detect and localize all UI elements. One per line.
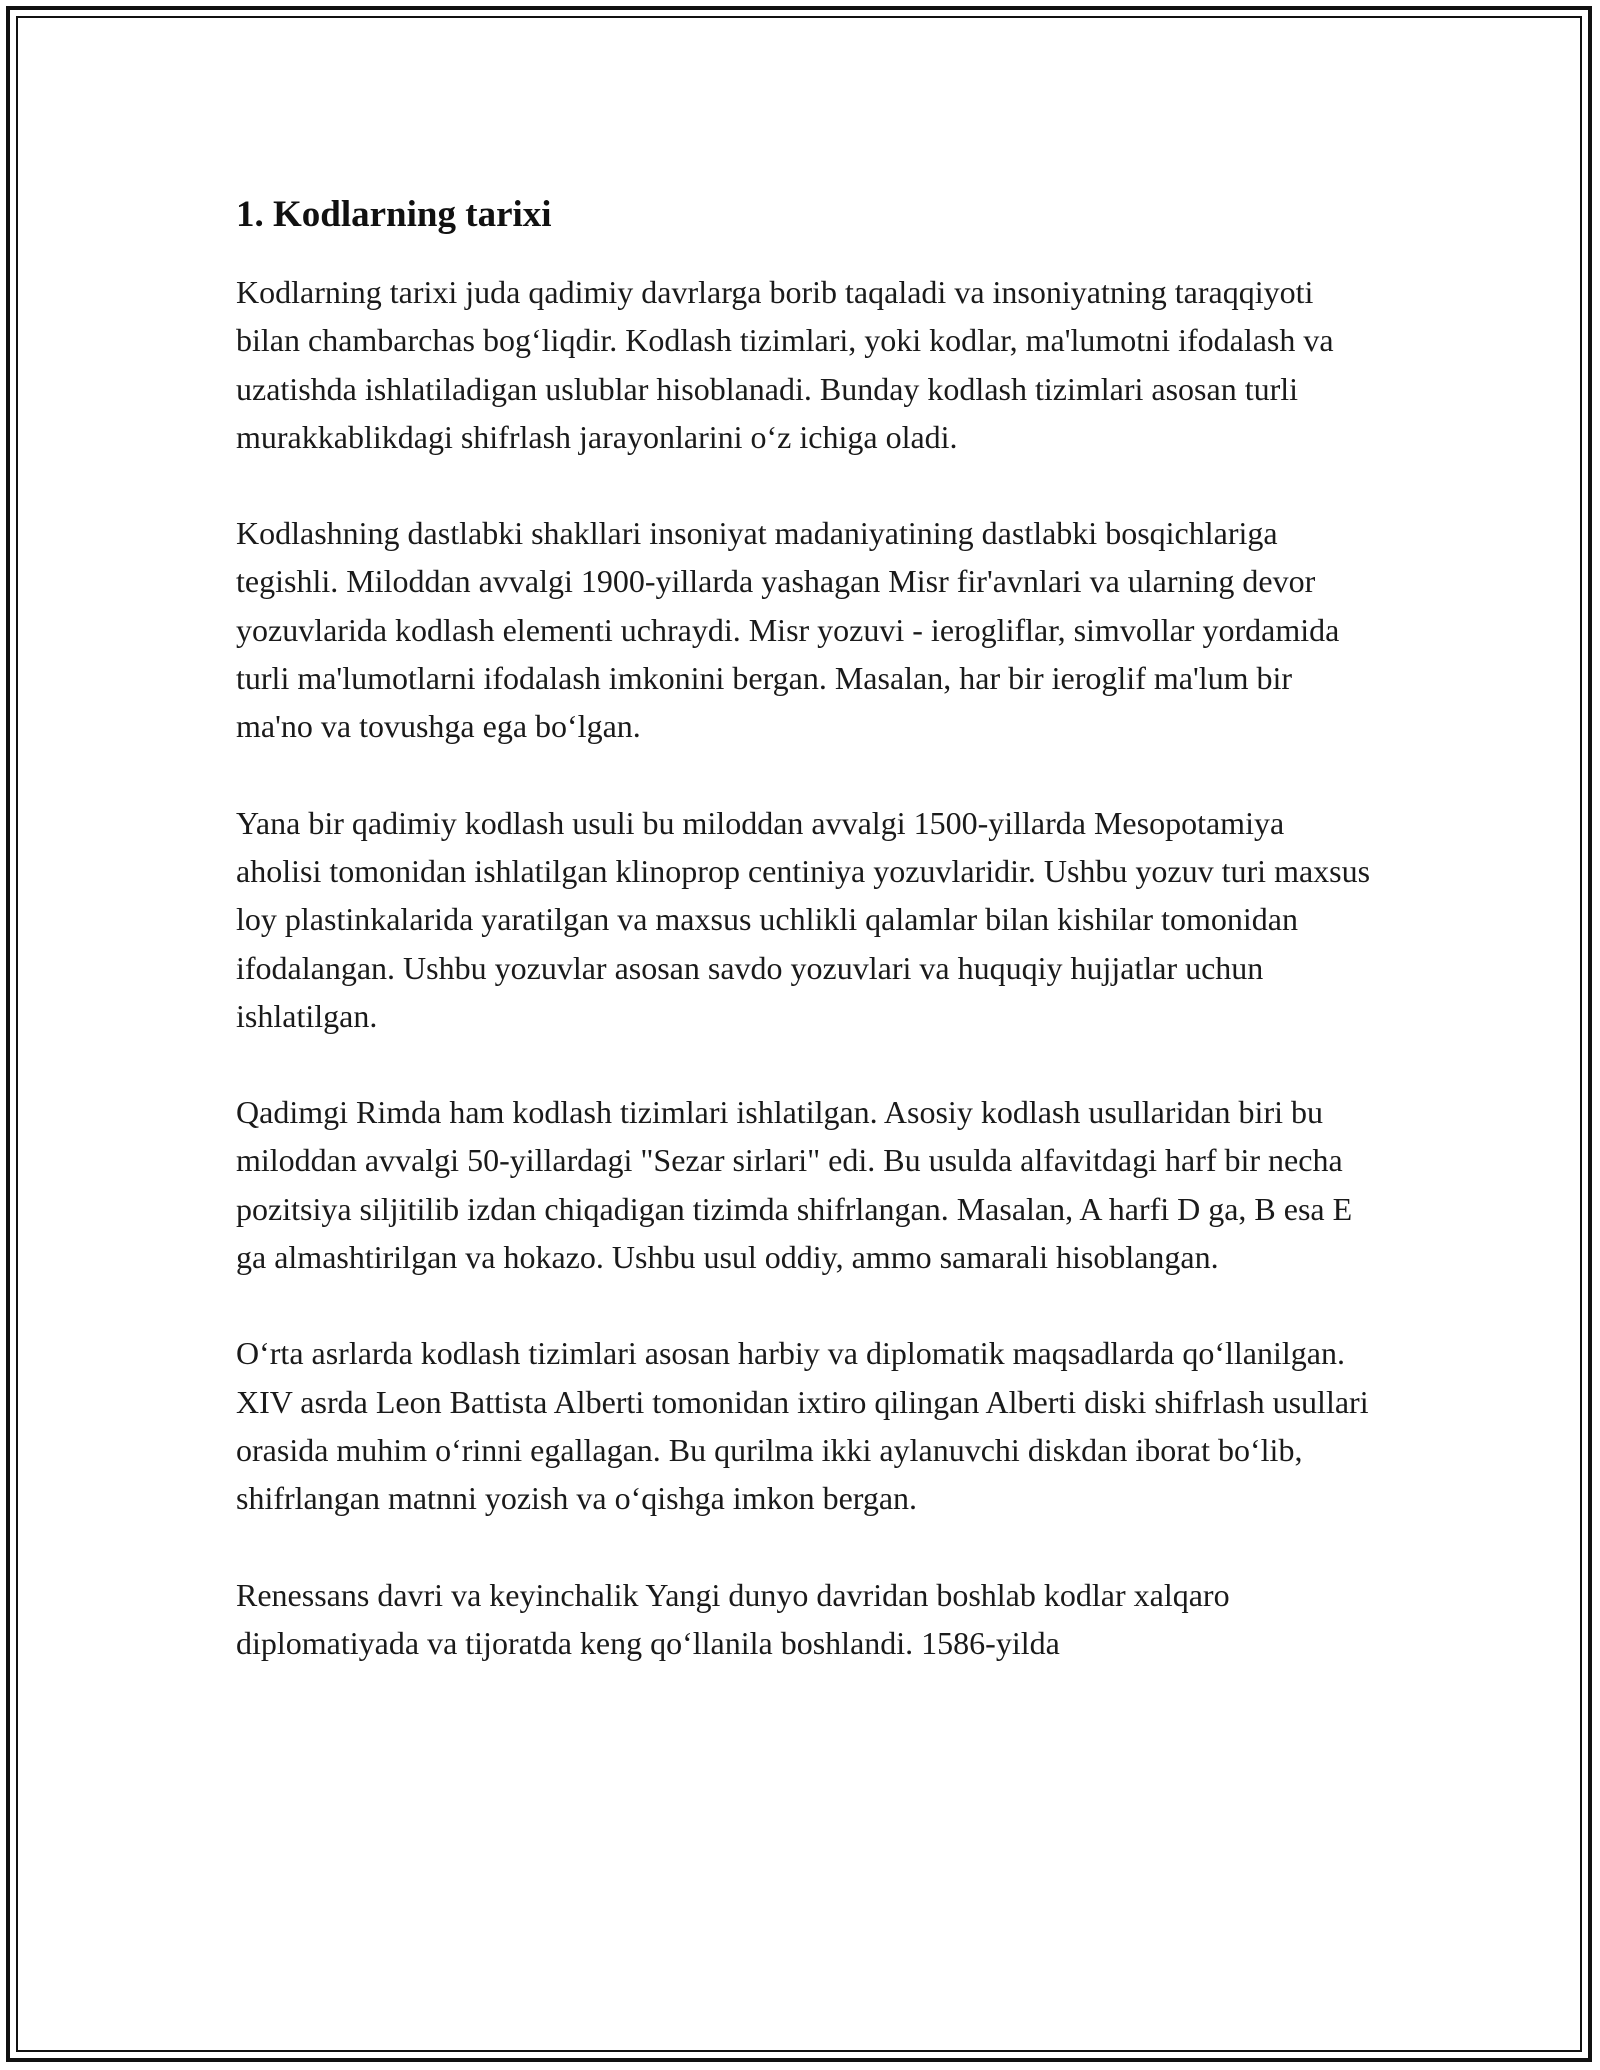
section-heading: 1. Kodlarning tarixi [236, 194, 552, 235]
document-body [236, 186, 1376, 1667]
paragraph-5: O‘rta asrlarda kodlash tizimlari asosan harbiy va diplomatik maqsadlarda qo‘llanilgan. XIV asrda Leon Battista Alberti tomonidan ixtiro qilingan Alberti diski shifrlash usullari orasida muhim o‘rinni egallagan. Bu qurilma ikki aylanuvchi diskdan iborat bo‘lib, shifrlangan matnni yozish va o‘qishga imkon bergan. [236, 1335, 1369, 1517]
paragraph-6: Renessans davri va keyinchalik Yangi dunyo davridan boshlab kodlar xalqaro diplomatiyada va tijoratda keng qo‘llanila boshlandi. 1586-yilda [236, 1576, 1230, 1661]
paragraph-2: Kodlashning dastlabki shakllari insoniyat madaniyatining dastlabki bosqichlariga tegishli. Miloddan avvalgi 1900-yillarda yashagan Misr fir'avnlari va ularning devor yozuvlarida kodlash elementi uchraydi. Misr yozuvi - ierogliflar, simvollar yordamida turli ma'lumotlarni ifodalash imkonini bergan. Masalan, har bir ieroglif ma'lum bir ma'no va tovushga ega bo‘lgan. [236, 515, 1340, 745]
paragraph-1: Kodlarning tarixi juda qadimiy davrlarga borib taqaladi va insoniyatning taraqqiyoti bilan chambarchas bog‘liqdir. Kodlash tizimlari, yoki kodlar, ma'lumotni ifodalash va uzatishda ishlatiladigan uslublar hisoblanadi. Bunday kodlash tizimlari asosan turli murakkablikdagi shifrlash jarayonlarini o‘z ichiga oladi. [236, 274, 1334, 455]
paragraph-4: Qadimgi Rimda ham kodlash tizimlari ishlatilgan. Asosiy kodlash usullaridan biri bu miloddan avvalgi 50-yillardagi "Sezar sirlari" edi. Bu usulda alfavitdagi harf bir necha pozitsiya siljitilib izdan chiqadigan tizimda shifrlangan. Masalan, A harfi D ga, B esa E ga almashtirilgan va hokazo. Ushbu usul oddiy, ammo samarali hisoblangan. [236, 1094, 1353, 1276]
paragraph-3: Yana bir qadimiy kodlash usuli bu miloddan avvalgi 1500-yillarda Mesopotamiya aholisi tomonidan ishlatilgan klinoprop centiniya yozuvlaridir. Ushbu yozuv turi maxsus loy plastinkalarida yaratilgan va maxsus uchlikli qalamlar bilan kishilar tomonidan ifodalangan. Ushbu yozuvlar asosan savdo yozuvlari va huquqiy hujjatlar uchun ishlatilgan. [236, 804, 1371, 1034]
